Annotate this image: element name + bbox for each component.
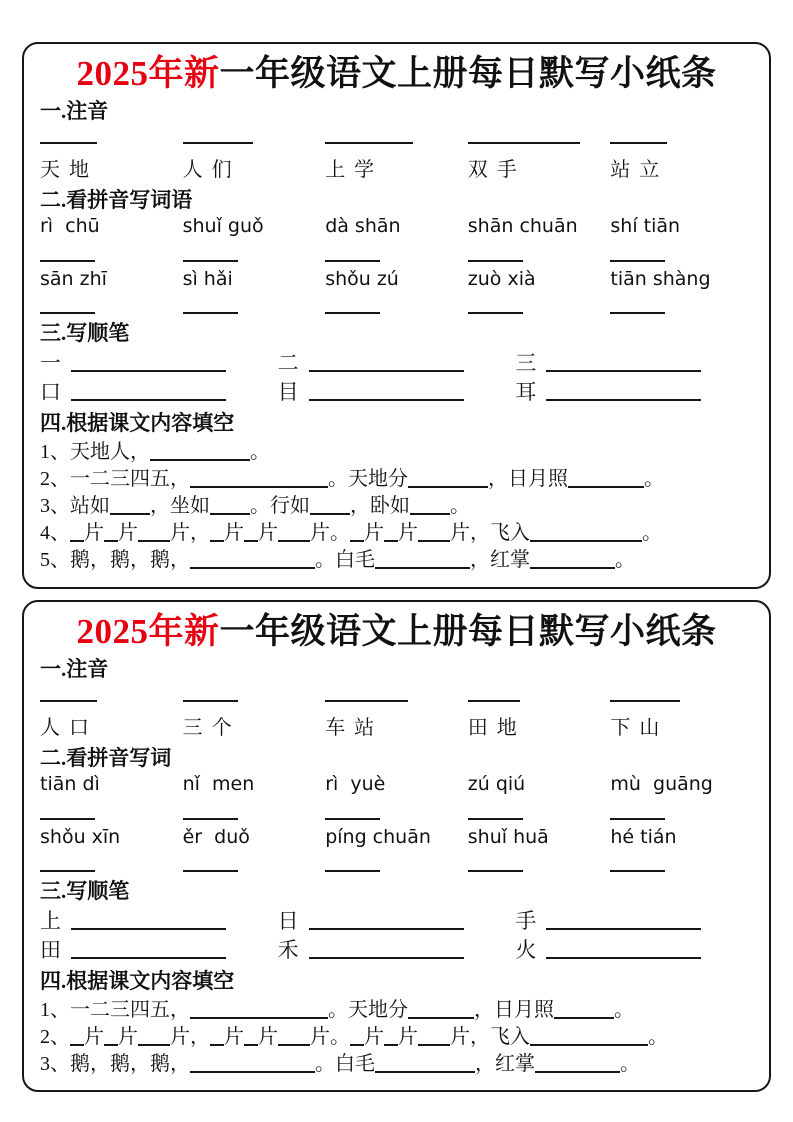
stroke-item — [40, 909, 278, 934]
stroke-character: 火 — [515, 938, 537, 963]
pinyin-label: sān zhī — [40, 267, 107, 290]
zhuyin-item — [40, 700, 183, 740]
strokes-row — [40, 380, 753, 405]
fill-text: 。天地分 — [328, 467, 408, 490]
pinyin-label: ěr duǒ — [182, 825, 250, 848]
strokes-row — [40, 909, 753, 934]
pinyin-label: dà shān — [325, 214, 401, 237]
word-write-blank — [325, 312, 380, 314]
pinyin-blank-cell — [183, 870, 326, 872]
fill-answer-blank — [190, 478, 328, 488]
stroke-item — [278, 380, 516, 405]
pinyin-blank-cell — [325, 312, 468, 314]
fill-answer-blank — [70, 1036, 84, 1046]
pinyin-blank-cell — [610, 870, 753, 872]
fill-text: 2、一二三四五， — [40, 467, 190, 490]
fill-text: 。 — [642, 521, 662, 544]
pinyin-blank-cell — [610, 818, 753, 820]
word-write-blank — [468, 818, 523, 820]
pinyin-label: shǒu xīn — [40, 825, 121, 848]
fill-answer-blank — [244, 532, 258, 542]
word-write-blank — [40, 260, 95, 262]
stroke-character: 手 — [515, 909, 537, 934]
zhuyin-answer-blank — [40, 142, 97, 144]
zhuyin-answer-blank — [40, 700, 97, 702]
zhuyin-answer-blank — [468, 142, 580, 144]
pinyin-blank-cell — [325, 818, 468, 820]
word-write-blank — [610, 870, 665, 872]
fill-line — [40, 520, 753, 547]
section-heading-strokes: 三.写顺笔 — [40, 879, 130, 904]
fill-answer-blank — [110, 505, 150, 515]
fill-line — [40, 466, 753, 493]
fill-text: 3、站如 — [40, 494, 110, 517]
fill-answer-blank — [530, 559, 615, 569]
strokes-section — [40, 351, 753, 405]
fill-answer-blank — [554, 1009, 614, 1019]
card-title — [40, 612, 753, 651]
worksheet-card-1 — [22, 42, 771, 589]
fill-text: 片 — [224, 521, 244, 544]
fill-text: 片 — [118, 521, 138, 544]
stroke-item — [278, 909, 516, 934]
fill-text: 片，飞入 — [450, 1025, 530, 1048]
zhuyin-word: 天 地 — [40, 159, 91, 182]
fill-text: ，日月照 — [488, 467, 568, 490]
pinyin-blank-row — [40, 870, 753, 872]
pinyin-row — [40, 215, 753, 239]
fill-text: 。 — [450, 494, 470, 517]
fill-text: 片 — [364, 521, 384, 544]
fill-text: ，红掌 — [475, 1052, 535, 1075]
pinyin-label: mù guāng — [610, 772, 713, 795]
word-write-blank — [183, 260, 238, 262]
word-write-blank — [40, 818, 95, 820]
zhuyin-item — [40, 142, 183, 182]
stroke-character: 耳 — [515, 380, 537, 405]
fill-answer-blank — [408, 478, 488, 488]
fill-text: ，卧如 — [350, 494, 410, 517]
fill-answer-blank — [244, 1036, 258, 1046]
word-write-blank — [40, 870, 95, 872]
zhuyin-item — [468, 700, 611, 740]
pinyin-label: shí tiān — [610, 214, 681, 237]
fill-text: 1、天地人， — [40, 440, 150, 463]
pinyin-row — [40, 268, 753, 292]
word-write-blank — [610, 312, 665, 314]
pinyin-section — [40, 215, 753, 315]
stroke-item — [515, 380, 753, 405]
zhuyin-word: 上 学 — [325, 159, 377, 182]
pinyin-label: píng chuān — [325, 825, 431, 848]
stroke-character: 口 — [40, 380, 61, 405]
pinyin-label: rì chū — [40, 214, 100, 237]
zhuyin-word: 人 们 — [182, 159, 234, 182]
stroke-answer-line — [546, 370, 701, 372]
zhuyin-word: 三 个 — [182, 717, 234, 740]
pinyin-blank-cell — [468, 818, 611, 820]
stroke-item — [515, 938, 753, 963]
fill-text: 。天地分 — [328, 998, 408, 1021]
stroke-answer-line — [309, 370, 464, 372]
word-write-blank — [468, 260, 523, 262]
word-write-blank — [183, 312, 238, 314]
pinyin-label: tiān dì — [40, 772, 100, 795]
fill-answer-blank — [190, 1063, 315, 1073]
pinyin-label: sì hǎi — [182, 267, 233, 290]
fill-answer-blank — [104, 532, 118, 542]
word-write-blank — [325, 870, 380, 872]
fill-text: 片， — [170, 1025, 210, 1048]
pinyin-label: shān chuān — [467, 214, 578, 237]
fill-line — [40, 493, 753, 520]
fill-answer-blank — [568, 478, 644, 488]
stroke-answer-line — [546, 399, 701, 401]
fill-text: 片， — [170, 521, 210, 544]
pinyin-row — [40, 826, 753, 850]
word-write-blank — [468, 312, 523, 314]
word-write-blank — [183, 870, 238, 872]
stroke-answer-line — [309, 957, 464, 959]
fill-line — [40, 439, 753, 466]
stroke-answer-line — [309, 399, 464, 401]
stroke-item — [40, 938, 278, 963]
fill-text: 。白毛 — [315, 1052, 375, 1075]
fill-answer-blank — [375, 1063, 475, 1073]
fill-text: 。 — [250, 440, 270, 463]
pinyin-blank-row — [40, 818, 753, 820]
stroke-answer-line — [71, 957, 226, 959]
zhuyin-item — [183, 142, 326, 182]
word-write-blank — [40, 312, 95, 314]
pinyin-label: nǐ men — [182, 772, 255, 795]
zhuyin-item — [468, 142, 611, 182]
stroke-character: 目 — [277, 380, 299, 405]
stroke-item — [40, 380, 278, 405]
stroke-answer-line — [71, 370, 226, 372]
section-heading-pinyin: 二.看拼音写词 — [40, 746, 172, 771]
zhuyin-answer-blank — [325, 142, 413, 144]
stroke-answer-line — [71, 399, 226, 401]
word-write-blank — [325, 260, 380, 262]
zhuyin-item — [610, 142, 753, 182]
fill-text: 。 — [620, 1052, 640, 1075]
zhuyin-word: 田 地 — [467, 717, 519, 740]
zhuyin-answer-blank — [183, 142, 253, 144]
section-heading-pinyin: 二.看拼音写词语 — [40, 188, 193, 213]
pinyin-blank-cell — [610, 312, 753, 314]
fill-text: 4、 — [40, 521, 70, 544]
pinyin-blank-cell — [183, 312, 326, 314]
fill-answer-blank — [190, 559, 315, 569]
strokes-row — [40, 351, 753, 376]
stroke-item — [515, 909, 753, 934]
pinyin-label: hé tián — [610, 825, 677, 848]
strokes-row — [40, 938, 753, 963]
title-main: 一年级语文上册每日默写小纸条 — [219, 612, 717, 651]
fill-answer-blank — [210, 532, 224, 542]
fill-answer-blank — [418, 532, 450, 542]
fill-line — [40, 997, 753, 1024]
fill-line — [40, 1051, 753, 1078]
pinyin-blank-cell — [325, 870, 468, 872]
pinyin-blank-row — [40, 312, 753, 314]
zhuyin-word: 下 山 — [610, 717, 662, 740]
stroke-character: 日 — [277, 909, 299, 934]
fill-answer-blank — [375, 559, 470, 569]
section-heading-zhuyin: 一.注音 — [40, 99, 109, 124]
fill-answer-blank — [70, 532, 84, 542]
fill-text: ，红掌 — [470, 548, 530, 571]
word-write-blank — [325, 818, 380, 820]
fill-text: 片 — [398, 1025, 418, 1048]
pinyin-blank-cell — [40, 870, 183, 872]
zhuyin-item — [610, 700, 753, 740]
fill-text: ，日月照 — [474, 998, 554, 1021]
fill-text: 。 — [615, 548, 635, 571]
fill-answer-blank — [384, 1036, 398, 1046]
word-write-blank — [610, 260, 665, 262]
pinyin-blank-cell — [40, 818, 183, 820]
fill-answer-blank — [384, 532, 398, 542]
stroke-item — [40, 351, 278, 376]
section-heading-zhuyin: 一.注音 — [40, 657, 109, 682]
zhuyin-row — [40, 700, 753, 740]
pinyin-blank-cell — [40, 312, 183, 314]
zhuyin-answer-blank — [610, 142, 667, 144]
pinyin-blank-cell — [40, 260, 183, 262]
fill-text: 片 — [84, 1025, 104, 1048]
pinyin-blank-cell — [610, 260, 753, 262]
zhuyin-word: 双 手 — [467, 159, 519, 182]
zhuyin-word: 人 口 — [40, 717, 91, 740]
pinyin-label: rì yuè — [325, 772, 386, 795]
fill-answer-blank — [530, 532, 642, 542]
title-main: 一年级语文上册每日默写小纸条 — [219, 54, 717, 93]
stroke-character: 一 — [40, 351, 61, 376]
fill-line — [40, 547, 753, 574]
word-write-blank — [468, 870, 523, 872]
section-heading-fill: 四.根据课文内容填空 — [40, 968, 235, 993]
fill-answer-blank — [310, 505, 350, 515]
pinyin-label: tiān shàng — [610, 267, 711, 290]
section-heading-strokes: 三.写顺笔 — [40, 321, 130, 346]
pinyin-blank-cell — [468, 870, 611, 872]
fill-line — [40, 1024, 753, 1051]
fill-text: 片 — [84, 521, 104, 544]
fill-text: 1、一二三四五， — [40, 998, 190, 1021]
fill-text: 2、 — [40, 1025, 70, 1048]
stroke-character: 田 — [40, 938, 61, 963]
fill-answer-blank — [190, 1009, 328, 1019]
stroke-character: 上 — [40, 909, 61, 934]
stroke-character: 二 — [277, 351, 299, 376]
fill-text: ，坐如 — [150, 494, 210, 517]
section-heading-fill: 四.根据课文内容填空 — [40, 410, 235, 435]
fill-text: 。 — [648, 1025, 668, 1048]
fill-text: 片。 — [310, 521, 350, 544]
fill-section — [40, 439, 753, 574]
stroke-item — [278, 938, 516, 963]
title-highlight: 2025年新 — [76, 54, 220, 93]
word-write-blank — [183, 818, 238, 820]
pinyin-blank-row — [40, 260, 753, 262]
fill-text: 片 — [398, 521, 418, 544]
fill-text: 片。 — [310, 1025, 350, 1048]
fill-text: 。白毛 — [315, 548, 375, 571]
pinyin-label: shuǐ huā — [467, 825, 549, 848]
fill-section — [40, 997, 753, 1078]
fill-text: 3、鹅，鹅，鹅， — [40, 1052, 190, 1075]
fill-answer-blank — [350, 532, 364, 542]
fill-answer-blank — [150, 451, 250, 461]
fill-text: 5、鹅，鹅，鹅， — [40, 548, 190, 571]
pinyin-blank-cell — [183, 818, 326, 820]
fill-answer-blank — [278, 532, 310, 542]
pinyin-label: shuǐ guǒ — [182, 214, 264, 237]
word-write-blank — [610, 818, 665, 820]
fill-answer-blank — [278, 1036, 310, 1046]
fill-answer-blank — [138, 1036, 170, 1046]
pinyin-blank-cell — [468, 260, 611, 262]
zhuyin-word: 车 站 — [325, 717, 377, 740]
fill-answer-blank — [418, 1036, 450, 1046]
zhuyin-word: 站 立 — [610, 159, 662, 182]
zhuyin-row — [40, 142, 753, 182]
stroke-answer-line — [546, 928, 701, 930]
pinyin-blank-cell — [183, 260, 326, 262]
fill-answer-blank — [535, 1063, 620, 1073]
stroke-item — [515, 351, 753, 376]
zhuyin-answer-blank — [325, 700, 408, 702]
fill-text: 片，飞入 — [450, 521, 530, 544]
fill-answer-blank — [104, 1036, 118, 1046]
fill-text: 。 — [644, 467, 664, 490]
fill-text: 片 — [118, 1025, 138, 1048]
fill-answer-blank — [410, 505, 450, 515]
card-title — [40, 54, 753, 93]
fill-text: 片 — [364, 1025, 384, 1048]
stroke-answer-line — [309, 928, 464, 930]
fill-text: 片 — [258, 521, 278, 544]
pinyin-blank-cell — [325, 260, 468, 262]
zhuyin-item — [325, 700, 468, 740]
title-highlight: 2025年新 — [76, 612, 220, 651]
pinyin-label: zú qiú — [467, 772, 526, 795]
pinyin-section — [40, 773, 753, 873]
zhuyin-answer-blank — [610, 700, 680, 702]
fill-answer-blank — [210, 1036, 224, 1046]
zhuyin-item — [183, 700, 326, 740]
pinyin-row — [40, 773, 753, 797]
stroke-character: 禾 — [277, 938, 299, 963]
fill-answer-blank — [210, 505, 250, 515]
fill-answer-blank — [138, 532, 170, 542]
pinyin-label: shǒu zú — [325, 267, 399, 290]
fill-answer-blank — [350, 1036, 364, 1046]
stroke-answer-line — [546, 957, 701, 959]
fill-text: 片 — [258, 1025, 278, 1048]
pinyin-label: zuò xià — [467, 267, 536, 290]
zhuyin-answer-blank — [183, 700, 238, 702]
worksheet-card-2 — [22, 600, 771, 1092]
fill-text: 。 — [614, 998, 634, 1021]
fill-answer-blank — [530, 1036, 648, 1046]
pinyin-blank-cell — [468, 312, 611, 314]
zhuyin-item — [325, 142, 468, 182]
strokes-section — [40, 909, 753, 963]
fill-text: 片 — [224, 1025, 244, 1048]
stroke-character: 三 — [515, 351, 537, 376]
stroke-item — [278, 351, 516, 376]
zhuyin-answer-blank — [468, 700, 520, 702]
fill-text: 。行如 — [250, 494, 310, 517]
stroke-answer-line — [71, 928, 226, 930]
fill-answer-blank — [408, 1009, 474, 1019]
